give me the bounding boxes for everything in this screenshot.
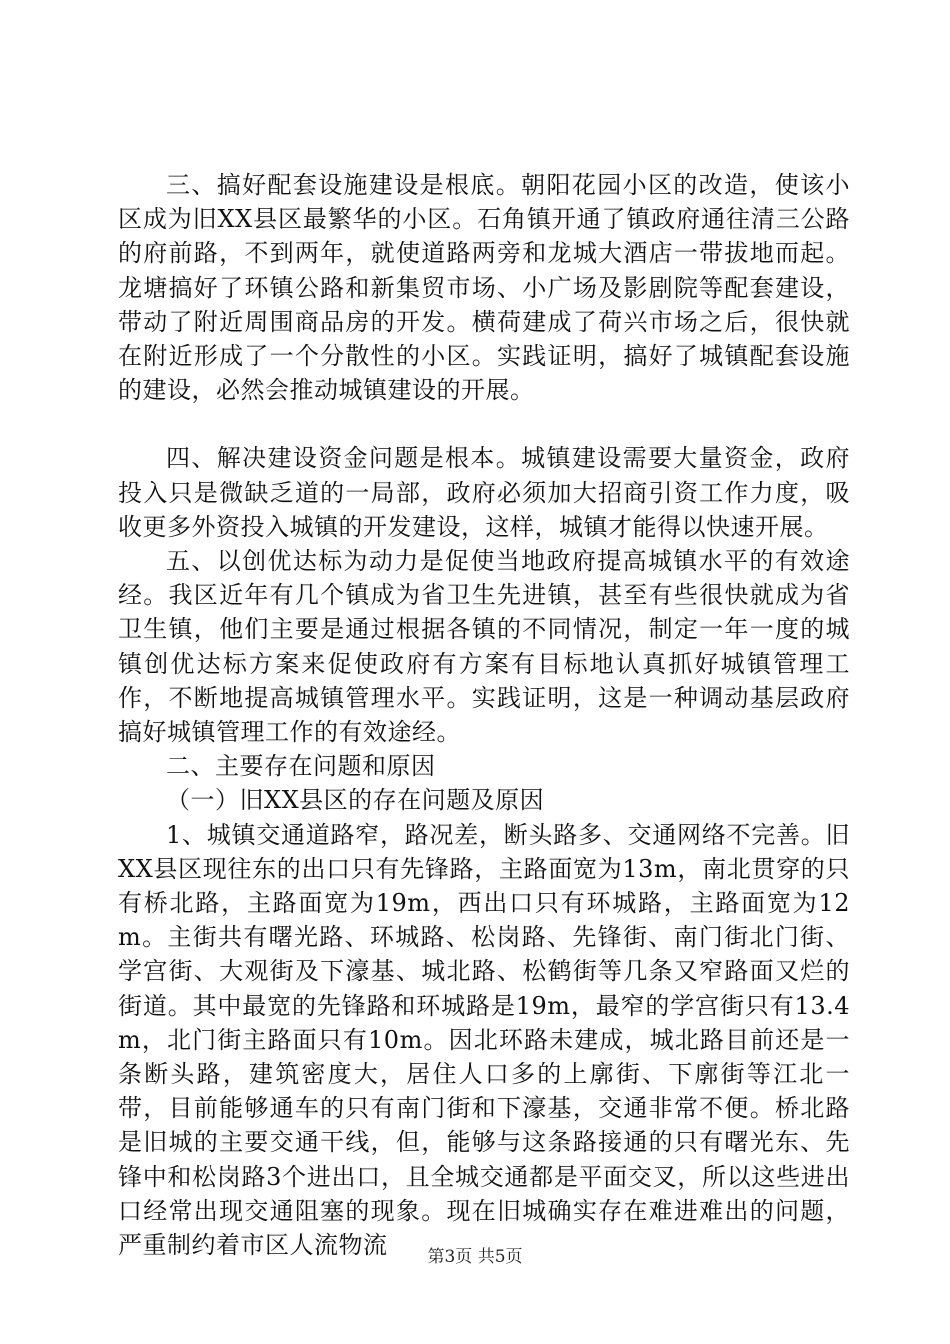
- paragraph-construction-funds: 四、解决建设资金问题是根本。城镇建设需要大量资金，政府投入只是微缺乏道的一局部，政府必须加大招商引资工作力度，吸收更多外资投入城镇的开发建设，这样，城镇才能得以快速开展。: [118, 444, 850, 541]
- subsection-heading-old-county: （一）旧XX县区的存在问题及原因: [166, 786, 545, 815]
- paragraph-supporting-facilities: 三、搞好配套设施建设是根底。朝阳花园小区的改造，使该小区成为旧XX县区最繁华的小区。石角镇开通了镇政府通往清三公路的府前路，不到两年，就使道路两旁和龙城大酒店一带拔地而起。龙塘搞好了环镇公路和新集贸市场、小广场及影剧院等配套建设，带动了附近周围商品房的开发。横荷建成了荷兴市场之后，很快就在附近形成了一个分散性的小区。实践证明，搞好了城镇配套设施的建设，必然会推动城镇建设的开展。: [118, 171, 850, 405]
- paragraph-traffic-roads: 1、城镇交通道路窄，路况差，断头路多、交通网络不完善。旧XX县区现往东的出口只有先锋路，主路面宽为13m，南北贯穿的只有桥北路，主路面宽为19m，西出口只有环城路，主路面宽为12m。主街共有曙光路、环城路、松岗路、先锋街、南门街北门街、学宫街、大观街及下濠基、城北路、松鹤街等几条又窄路面又烂的街道。其中最宽的先锋路和环城路是19m，最窄的学宫街只有13.4m，北门街主路面只有10m。因北环路未建成，城北路目前还是一条断头路，建筑密度大，居住人口多的上廓街、下廓街等江北一带，目前能够通车的只有南门街和下濠基，交通非常不便。桥北路是旧城的主要交通干线，但，能够与这条路接通的只有曙光东、先锋中和松岗路3个进出口，且全城交通都是平面交叉，所以这些进出口经常出现交通阻塞的现象。现在旧城确实存在难进难出的问题，严重制约着市区人流物流: [118, 820, 850, 1260]
- section-heading-main-problems: 二、主要存在问题和原因: [166, 752, 436, 781]
- paragraph-excellence-standards: 五、以创优达标为动力是促使当地政府提高城镇水平的有效途经。我区近年有几个镇成为省卫生先进镇，甚至有些很快就成为省卫生镇，他们主要是通过根据各镇的不同情况，制定一年一度的城镇创优达标方案来促使政府有方案有目标地认真抓好城镇管理工作，不断地提高城镇管理水平。实践证明，这是一种调动基层政府搞好城镇管理工作的有效途经。: [118, 547, 850, 747]
- document-body: [118, 168, 850, 1262]
- page-number-footer: 第3页 共5页: [427, 1247, 523, 1267]
